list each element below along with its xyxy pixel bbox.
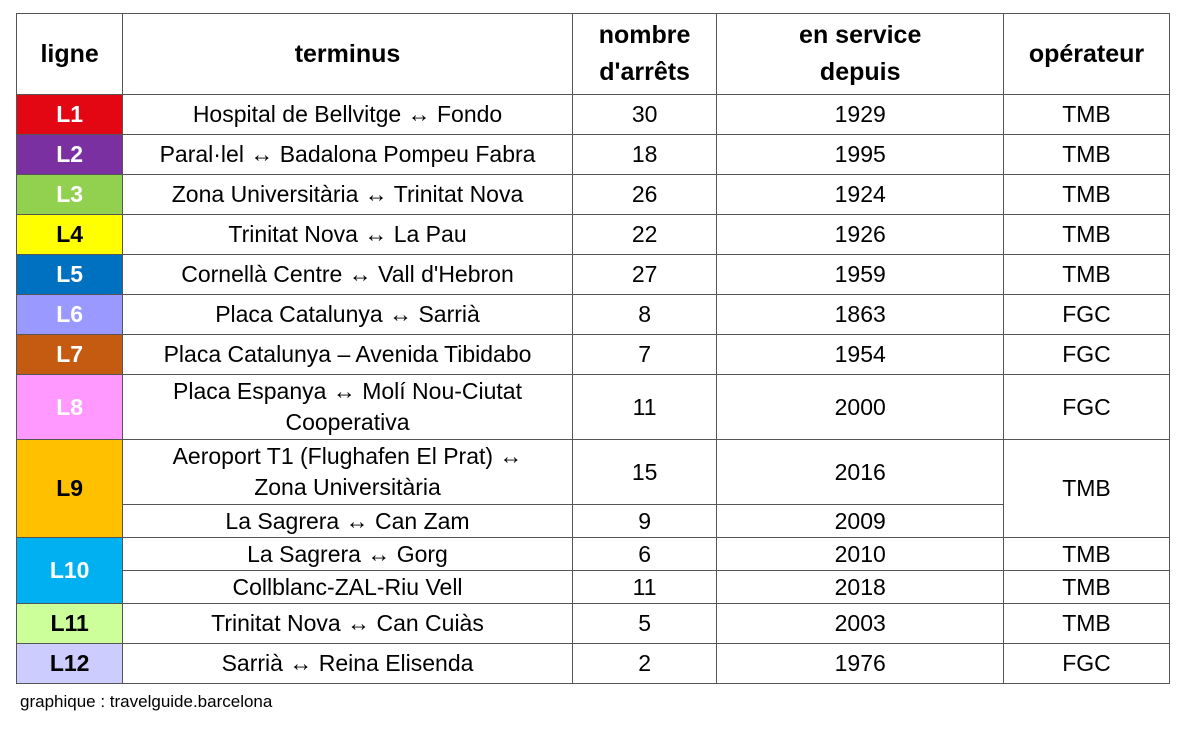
depuis-cell: 2018 <box>717 571 1003 604</box>
header-arrets-line2: d'arrêts <box>599 58 690 86</box>
terminus-cell: Collblanc-ZAL-Riu Vell <box>123 571 572 604</box>
table-row <box>17 215 1170 255</box>
operateur-cell: TMB <box>1003 95 1169 135</box>
header-row <box>17 14 1170 95</box>
arrets-cell: 15 <box>572 440 717 505</box>
terminus-cell: Trinitat Nova ↔ La Pau <box>123 215 572 255</box>
arrets-cell: 11 <box>572 375 717 440</box>
arrets-cell: 6 <box>572 538 717 571</box>
arrets-cell: 26 <box>572 175 717 215</box>
line-badge-l11: L11 <box>17 604 123 644</box>
operateur-cell: FGC <box>1003 295 1169 335</box>
depuis-cell: 1926 <box>717 215 1003 255</box>
header-service <box>717 14 1003 95</box>
operateur-cell: TMB <box>1003 571 1169 604</box>
table-row <box>17 571 1170 604</box>
line-badge-l12: L12 <box>17 644 123 684</box>
depuis-cell: 2009 <box>717 505 1003 538</box>
header-arrets <box>572 14 717 95</box>
operateur-cell: TMB <box>1003 255 1169 295</box>
table-row <box>17 644 1170 684</box>
terminus-cell: Placa Catalunya ↔ Sarrià <box>123 295 572 335</box>
arrets-cell: 2 <box>572 644 717 684</box>
line-badge-l7: L7 <box>17 335 123 375</box>
operateur-cell: TMB <box>1003 440 1169 538</box>
arrets-cell: 5 <box>572 604 717 644</box>
header-ligne: ligne <box>17 14 123 95</box>
operateur-cell: TMB <box>1003 538 1169 571</box>
line-badge-l1: L1 <box>17 95 123 135</box>
depuis-cell: 1863 <box>717 295 1003 335</box>
line-badge-l2: L2 <box>17 135 123 175</box>
table-row <box>17 538 1170 571</box>
terminus-line2: Zona Universitària <box>254 474 441 500</box>
terminus-cell <box>123 440 572 505</box>
depuis-cell: 1924 <box>717 175 1003 215</box>
depuis-cell: 2010 <box>717 538 1003 571</box>
header-service-line2: depuis <box>819 58 901 86</box>
terminus-cell: Hospital de Bellvitge ↔ Fondo <box>123 95 572 135</box>
arrets-cell: 7 <box>572 335 717 375</box>
table-row <box>17 95 1170 135</box>
line-badge-l10: L10 <box>17 538 123 604</box>
terminus-cell: Cornellà Centre ↔ Vall d'Hebron <box>123 255 572 295</box>
operateur-cell: TMB <box>1003 175 1169 215</box>
table-row <box>17 295 1170 335</box>
line-badge-l3: L3 <box>17 175 123 215</box>
table-row <box>17 135 1170 175</box>
arrets-cell: 18 <box>572 135 717 175</box>
terminus-cell: Placa Catalunya – Avenida Tibidabo <box>123 335 572 375</box>
terminus-cell: La Sagrera ↔ Can Zam <box>123 505 572 538</box>
depuis-cell: 2003 <box>717 604 1003 644</box>
terminus-line2: Cooperativa <box>285 409 410 435</box>
table-row <box>17 375 1170 440</box>
depuis-cell: 1954 <box>717 335 1003 375</box>
header-service-line1: en service <box>799 21 922 49</box>
table-row <box>17 604 1170 644</box>
terminus-line1: Aeroport T1 (Flughafen El Prat) ↔ <box>172 443 523 469</box>
header-arrets-line1: nombre <box>598 21 691 49</box>
arrets-cell: 9 <box>572 505 717 538</box>
terminus-cell: Trinitat Nova ↔ Can Cuiàs <box>123 604 572 644</box>
depuis-cell: 1959 <box>717 255 1003 295</box>
arrets-cell: 27 <box>572 255 717 295</box>
terminus-cell: La Sagrera ↔ Gorg <box>123 538 572 571</box>
operateur-cell: TMB <box>1003 135 1169 175</box>
line-badge-l8: L8 <box>17 375 123 440</box>
arrets-cell: 8 <box>572 295 717 335</box>
depuis-cell: 2016 <box>717 440 1003 505</box>
header-terminus: terminus <box>123 14 572 95</box>
header-operateur: opérateur <box>1003 14 1169 95</box>
arrets-cell: 22 <box>572 215 717 255</box>
depuis-cell: 1976 <box>717 644 1003 684</box>
arrets-cell: 30 <box>572 95 717 135</box>
depuis-cell: 1929 <box>717 95 1003 135</box>
table-row <box>17 175 1170 215</box>
table-row <box>17 335 1170 375</box>
line-badge-l5: L5 <box>17 255 123 295</box>
terminus-cell: Zona Universitària ↔ Trinitat Nova <box>123 175 572 215</box>
operateur-cell: FGC <box>1003 644 1169 684</box>
operateur-cell: TMB <box>1003 215 1169 255</box>
table-row <box>17 440 1170 505</box>
line-badge-l4: L4 <box>17 215 123 255</box>
arrets-cell: 11 <box>572 571 717 604</box>
table-row <box>17 505 1170 538</box>
operateur-cell: FGC <box>1003 375 1169 440</box>
depuis-cell: 1995 <box>717 135 1003 175</box>
terminus-cell: Sarrià ↔ Reina Elisenda <box>123 644 572 684</box>
terminus-cell: Paral·lel ↔ Badalona Pompeu Fabra <box>123 135 572 175</box>
metro-lines-table <box>16 13 1170 684</box>
operateur-cell: TMB <box>1003 604 1169 644</box>
depuis-cell: 2000 <box>717 375 1003 440</box>
line-badge-l6: L6 <box>17 295 123 335</box>
terminus-line1: Placa Espanya ↔ Molí Nou-Ciutat <box>173 378 522 404</box>
table-row <box>17 255 1170 295</box>
source-credit: graphique : travelguide.barcelona <box>20 692 273 711</box>
line-badge-l9: L9 <box>17 440 123 538</box>
operateur-cell: FGC <box>1003 335 1169 375</box>
terminus-cell <box>123 375 572 440</box>
